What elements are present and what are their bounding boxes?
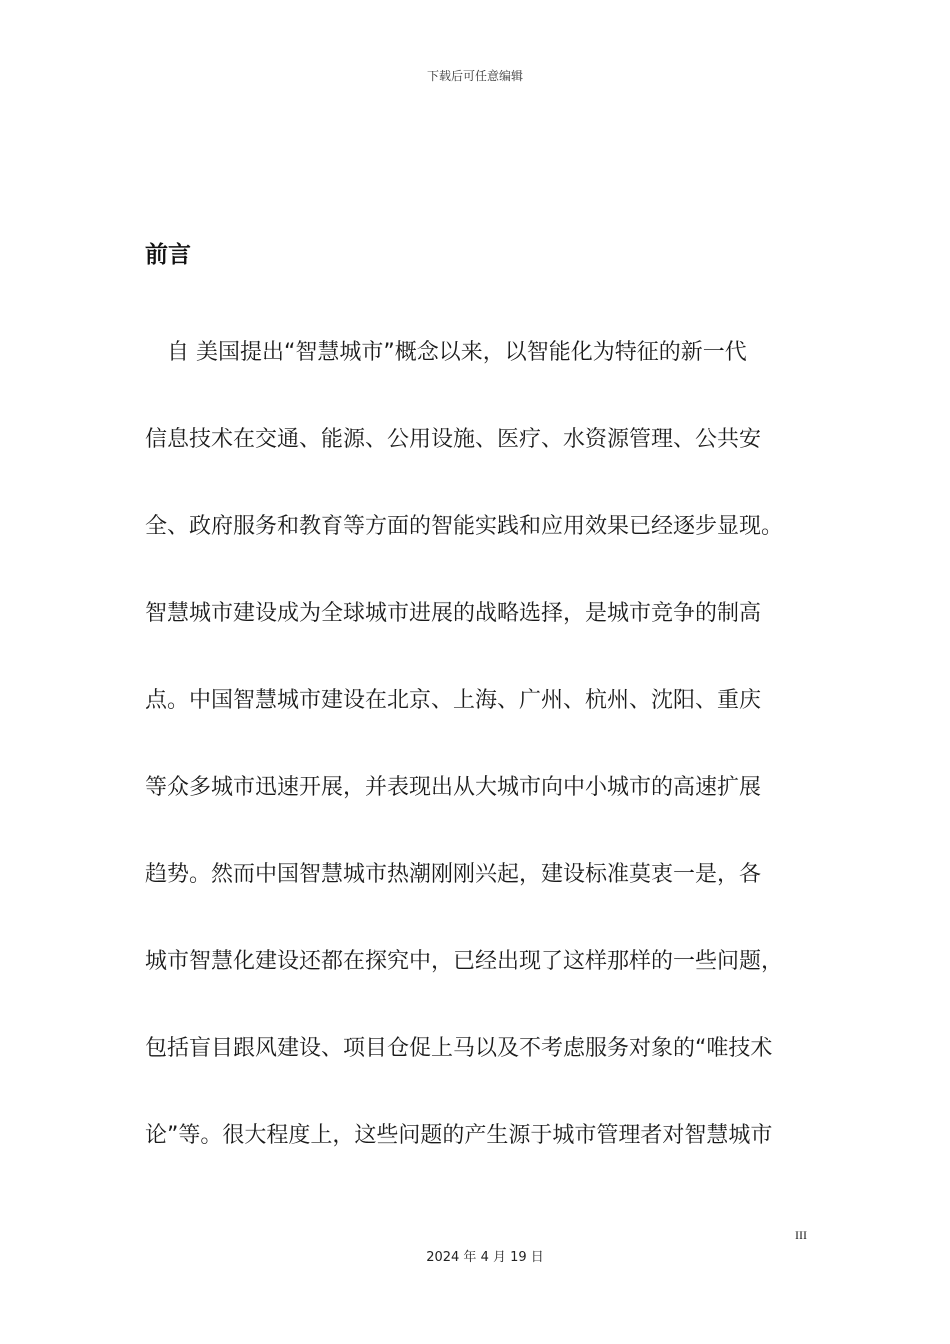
- body-line: 智慧城市建设成为全球城市进展的战略选择，是城市竞争的制高: [145, 601, 762, 626]
- body-line: 等众多城市迅速开展，并表现出从大城市向中小城市的高速扩展: [145, 775, 762, 800]
- body-line: 趋势。然而中国智慧城市热潮刚刚兴起，建设标准莫衷一是，各: [145, 862, 762, 887]
- body-line: 城市智慧化建设还都在探究中，已经出现了这样那样的一些问题，: [145, 949, 784, 974]
- body-line: 点。中国智慧城市建设在北京、上海、广州、杭州、沈阳、重庆: [145, 688, 762, 713]
- body-line: 自 美国提出“智慧城市”概念以来，以智能化为特征的新一代: [145, 340, 747, 365]
- body-line: 论”等。很大程度上，这些问题的产生源于城市管理者对智慧城市: [145, 1123, 773, 1148]
- body-line: 全、政府服务和教育等方面的智能实践和应用效果已经逐步显现。: [145, 514, 784, 539]
- body-line: 包括盲目跟风建设、项目仓促上马以及不考虑服务对象的“唯技术: [145, 1036, 773, 1061]
- section-title: 前言: [145, 242, 191, 268]
- header-note: 下载后可任意编辑: [426, 69, 523, 83]
- footer-date: 2024 年 4 月 19 日: [426, 1250, 544, 1265]
- body-line: 信息技术在交通、能源、公用设施、医疗、水资源管理、公共安: [145, 427, 762, 452]
- page-number: III: [795, 1228, 807, 1242]
- body-text: [145, 334, 810, 1204]
